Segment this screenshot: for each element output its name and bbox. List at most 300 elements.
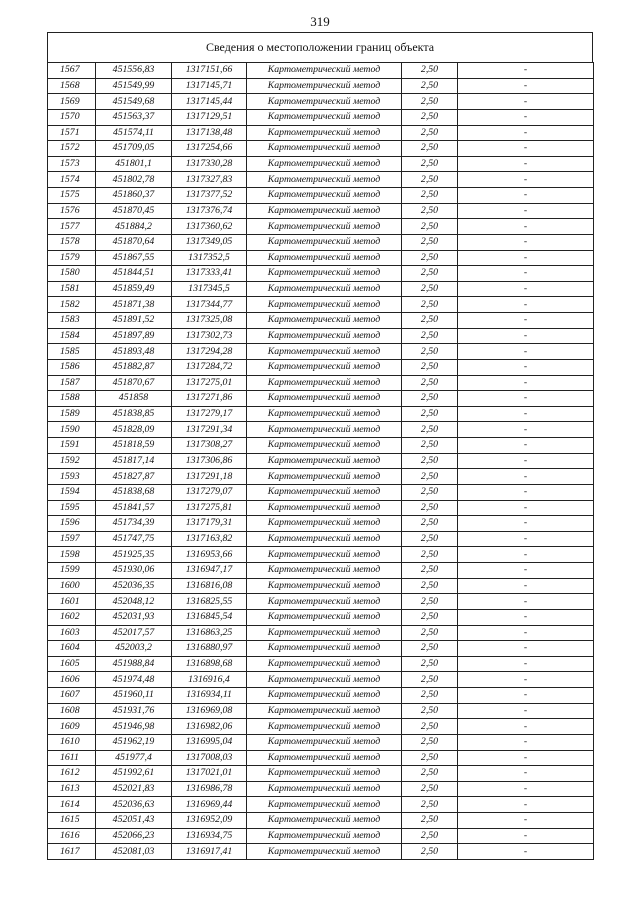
precision-cell: 2,50	[402, 609, 458, 625]
method-cell: Картометрический метод	[247, 203, 402, 219]
x-coordinate-cell: 451893,48	[96, 344, 172, 360]
description-cell: -	[458, 547, 594, 563]
method-cell: Картометрический метод	[247, 219, 402, 235]
table-row	[48, 281, 594, 297]
y-coordinate-cell: 1316995,04	[172, 734, 247, 750]
table-row	[48, 63, 594, 79]
method-cell: Картометрический метод	[247, 63, 402, 79]
precision-cell: 2,50	[402, 266, 458, 282]
point-number-cell: 1612	[48, 766, 96, 782]
x-coordinate-cell: 451992,61	[96, 766, 172, 782]
x-coordinate-cell: 452048,12	[96, 594, 172, 610]
precision-cell: 2,50	[402, 844, 458, 860]
point-number-cell: 1594	[48, 484, 96, 500]
method-cell: Картометрический метод	[247, 438, 402, 454]
method-cell: Картометрический метод	[247, 688, 402, 704]
table-row	[48, 141, 594, 157]
table-row	[48, 750, 594, 766]
precision-cell: 2,50	[402, 328, 458, 344]
method-cell: Картометрический метод	[247, 797, 402, 813]
y-coordinate-cell: 1316880,97	[172, 641, 247, 657]
description-cell: -	[458, 172, 594, 188]
y-coordinate-cell: 1317129,51	[172, 109, 247, 125]
table-row	[48, 641, 594, 657]
x-coordinate-cell: 451858	[96, 391, 172, 407]
precision-cell: 2,50	[402, 672, 458, 688]
precision-cell: 2,50	[402, 453, 458, 469]
description-cell: -	[458, 281, 594, 297]
precision-cell: 2,50	[402, 703, 458, 719]
x-coordinate-cell: 452036,63	[96, 797, 172, 813]
precision-cell: 2,50	[402, 375, 458, 391]
method-cell: Картометрический метод	[247, 391, 402, 407]
description-cell: -	[458, 484, 594, 500]
y-coordinate-cell: 1317291,34	[172, 422, 247, 438]
table-row	[48, 234, 594, 250]
table-row	[48, 156, 594, 172]
table-row	[48, 188, 594, 204]
table-row	[48, 250, 594, 266]
y-coordinate-cell: 1317330,28	[172, 156, 247, 172]
point-number-cell: 1605	[48, 656, 96, 672]
precision-cell: 2,50	[402, 578, 458, 594]
method-cell: Картометрический метод	[247, 672, 402, 688]
precision-cell: 2,50	[402, 625, 458, 641]
point-number-cell: 1607	[48, 688, 96, 704]
point-number-cell: 1569	[48, 94, 96, 110]
precision-cell: 2,50	[402, 94, 458, 110]
method-cell: Картометрический метод	[247, 250, 402, 266]
description-cell: -	[458, 500, 594, 516]
x-coordinate-cell: 451931,76	[96, 703, 172, 719]
table-row	[48, 500, 594, 516]
table-row	[48, 266, 594, 282]
description-cell: -	[458, 78, 594, 94]
table-row	[48, 844, 594, 860]
precision-cell: 2,50	[402, 172, 458, 188]
point-number-cell: 1581	[48, 281, 96, 297]
table-row	[48, 609, 594, 625]
method-cell: Картометрический метод	[247, 813, 402, 829]
x-coordinate-cell: 451838,85	[96, 406, 172, 422]
method-cell: Картометрический метод	[247, 766, 402, 782]
point-number-cell: 1584	[48, 328, 96, 344]
point-number-cell: 1582	[48, 297, 96, 313]
precision-cell: 2,50	[402, 516, 458, 532]
point-number-cell: 1604	[48, 641, 96, 657]
description-cell: -	[458, 625, 594, 641]
x-coordinate-cell: 451870,45	[96, 203, 172, 219]
y-coordinate-cell: 1317275,81	[172, 500, 247, 516]
point-number-cell: 1573	[48, 156, 96, 172]
table-row	[48, 469, 594, 485]
y-coordinate-cell: 1316934,75	[172, 828, 247, 844]
x-coordinate-cell: 451709,05	[96, 141, 172, 157]
y-coordinate-cell: 1317145,71	[172, 78, 247, 94]
y-coordinate-cell: 1316916,4	[172, 672, 247, 688]
page-number: 319	[310, 14, 330, 29]
y-coordinate-cell: 1317151,66	[172, 63, 247, 79]
description-cell: -	[458, 266, 594, 282]
point-number-cell: 1597	[48, 531, 96, 547]
point-number-cell: 1574	[48, 172, 96, 188]
method-cell: Картометрический метод	[247, 156, 402, 172]
precision-cell: 2,50	[402, 719, 458, 735]
x-coordinate-cell: 451828,09	[96, 422, 172, 438]
table-row	[48, 109, 594, 125]
y-coordinate-cell: 1317306,86	[172, 453, 247, 469]
description-cell: -	[458, 688, 594, 704]
table-row	[48, 563, 594, 579]
table-row	[48, 406, 594, 422]
table-row	[48, 94, 594, 110]
x-coordinate-cell: 451549,99	[96, 78, 172, 94]
x-coordinate-cell: 451962,19	[96, 734, 172, 750]
description-cell: -	[458, 109, 594, 125]
description-cell: -	[458, 453, 594, 469]
description-cell: -	[458, 141, 594, 157]
point-number-cell: 1606	[48, 672, 96, 688]
point-number-cell: 1595	[48, 500, 96, 516]
description-cell: -	[458, 656, 594, 672]
table-row	[48, 703, 594, 719]
x-coordinate-cell: 452017,57	[96, 625, 172, 641]
precision-cell: 2,50	[402, 109, 458, 125]
x-coordinate-cell: 451897,89	[96, 328, 172, 344]
method-cell: Картометрический метод	[247, 359, 402, 375]
point-number-cell: 1614	[48, 797, 96, 813]
method-cell: Картометрический метод	[247, 172, 402, 188]
method-cell: Картометрический метод	[247, 844, 402, 860]
x-coordinate-cell: 451734,39	[96, 516, 172, 532]
method-cell: Картометрический метод	[247, 750, 402, 766]
table-row	[48, 438, 594, 454]
point-number-cell: 1600	[48, 578, 96, 594]
x-coordinate-cell: 451946,98	[96, 719, 172, 735]
point-number-cell: 1583	[48, 313, 96, 329]
point-number-cell: 1617	[48, 844, 96, 860]
table-row	[48, 813, 594, 829]
coordinates-sheet	[47, 32, 593, 860]
x-coordinate-cell: 451802,78	[96, 172, 172, 188]
y-coordinate-cell: 1317349,05	[172, 234, 247, 250]
precision-cell: 2,50	[402, 594, 458, 610]
precision-cell: 2,50	[402, 828, 458, 844]
description-cell: -	[458, 781, 594, 797]
description-cell: -	[458, 469, 594, 485]
y-coordinate-cell: 1316986,78	[172, 781, 247, 797]
table-body	[48, 63, 594, 860]
x-coordinate-cell: 452066,23	[96, 828, 172, 844]
table-row	[48, 453, 594, 469]
y-coordinate-cell: 1317376,74	[172, 203, 247, 219]
precision-cell: 2,50	[402, 141, 458, 157]
method-cell: Картометрический метод	[247, 656, 402, 672]
description-cell: -	[458, 188, 594, 204]
method-cell: Картометрический метод	[247, 313, 402, 329]
x-coordinate-cell: 451844,51	[96, 266, 172, 282]
x-coordinate-cell: 451977,4	[96, 750, 172, 766]
precision-cell: 2,50	[402, 234, 458, 250]
x-coordinate-cell: 451988,84	[96, 656, 172, 672]
x-coordinate-cell: 452081,03	[96, 844, 172, 860]
precision-cell: 2,50	[402, 438, 458, 454]
y-coordinate-cell: 1317008,03	[172, 750, 247, 766]
table-row	[48, 391, 594, 407]
x-coordinate-cell: 451827,87	[96, 469, 172, 485]
method-cell: Картометрический метод	[247, 266, 402, 282]
method-cell: Картометрический метод	[247, 828, 402, 844]
method-cell: Картометрический метод	[247, 516, 402, 532]
x-coordinate-cell: 451859,49	[96, 281, 172, 297]
y-coordinate-cell: 1317352,5	[172, 250, 247, 266]
description-cell: -	[458, 328, 594, 344]
description-cell: -	[458, 234, 594, 250]
point-number-cell: 1577	[48, 219, 96, 235]
point-number-cell: 1611	[48, 750, 96, 766]
method-cell: Картометрический метод	[247, 406, 402, 422]
point-number-cell: 1610	[48, 734, 96, 750]
precision-cell: 2,50	[402, 766, 458, 782]
y-coordinate-cell: 1317345,5	[172, 281, 247, 297]
method-cell: Картометрический метод	[247, 469, 402, 485]
table-row	[48, 625, 594, 641]
x-coordinate-cell: 451556,83	[96, 63, 172, 79]
description-cell: -	[458, 313, 594, 329]
table-row	[48, 531, 594, 547]
precision-cell: 2,50	[402, 734, 458, 750]
y-coordinate-cell: 1317360,62	[172, 219, 247, 235]
y-coordinate-cell: 1317284,72	[172, 359, 247, 375]
description-cell: -	[458, 844, 594, 860]
precision-cell: 2,50	[402, 656, 458, 672]
table-row	[48, 172, 594, 188]
y-coordinate-cell: 1316969,44	[172, 797, 247, 813]
x-coordinate-cell: 451884,2	[96, 219, 172, 235]
x-coordinate-cell: 451867,55	[96, 250, 172, 266]
point-number-cell: 1590	[48, 422, 96, 438]
description-cell: -	[458, 750, 594, 766]
table-row	[48, 797, 594, 813]
point-number-cell: 1616	[48, 828, 96, 844]
method-cell: Картометрический метод	[247, 500, 402, 516]
description-cell: -	[458, 766, 594, 782]
point-number-cell: 1579	[48, 250, 96, 266]
precision-cell: 2,50	[402, 688, 458, 704]
description-cell: -	[458, 734, 594, 750]
x-coordinate-cell: 451817,14	[96, 453, 172, 469]
method-cell: Картометрический метод	[247, 78, 402, 94]
x-coordinate-cell: 452021,83	[96, 781, 172, 797]
description-cell: -	[458, 219, 594, 235]
precision-cell: 2,50	[402, 78, 458, 94]
description-cell: -	[458, 250, 594, 266]
precision-cell: 2,50	[402, 813, 458, 829]
point-number-cell: 1602	[48, 609, 96, 625]
method-cell: Картометрический метод	[247, 344, 402, 360]
y-coordinate-cell: 1317279,07	[172, 484, 247, 500]
y-coordinate-cell: 1317138,48	[172, 125, 247, 141]
method-cell: Картометрический метод	[247, 281, 402, 297]
description-cell: -	[458, 375, 594, 391]
point-number-cell: 1608	[48, 703, 96, 719]
precision-cell: 2,50	[402, 344, 458, 360]
x-coordinate-cell: 451549,68	[96, 94, 172, 110]
precision-cell: 2,50	[402, 531, 458, 547]
y-coordinate-cell: 1316934,11	[172, 688, 247, 704]
precision-cell: 2,50	[402, 750, 458, 766]
x-coordinate-cell: 451801,1	[96, 156, 172, 172]
description-cell: -	[458, 797, 594, 813]
point-number-cell: 1592	[48, 453, 96, 469]
precision-cell: 2,50	[402, 563, 458, 579]
point-number-cell: 1572	[48, 141, 96, 157]
y-coordinate-cell: 1317254,66	[172, 141, 247, 157]
section-title: Сведения о местоположении границ объекта	[47, 32, 593, 62]
description-cell: -	[458, 63, 594, 79]
x-coordinate-cell: 451870,64	[96, 234, 172, 250]
y-coordinate-cell: 1316825,55	[172, 594, 247, 610]
method-cell: Картометрический метод	[247, 94, 402, 110]
table-row	[48, 547, 594, 563]
x-coordinate-cell: 451563,37	[96, 109, 172, 125]
point-number-cell: 1615	[48, 813, 96, 829]
precision-cell: 2,50	[402, 406, 458, 422]
method-cell: Картометрический метод	[247, 375, 402, 391]
x-coordinate-cell: 451870,67	[96, 375, 172, 391]
table-row	[48, 734, 594, 750]
method-cell: Картометрический метод	[247, 484, 402, 500]
y-coordinate-cell: 1317377,52	[172, 188, 247, 204]
table-row	[48, 297, 594, 313]
precision-cell: 2,50	[402, 547, 458, 563]
y-coordinate-cell: 1317163,82	[172, 531, 247, 547]
precision-cell: 2,50	[402, 250, 458, 266]
y-coordinate-cell: 1317291,18	[172, 469, 247, 485]
method-cell: Картометрический метод	[247, 328, 402, 344]
table-row	[48, 594, 594, 610]
point-number-cell: 1599	[48, 563, 96, 579]
table-row	[48, 516, 594, 532]
point-number-cell: 1576	[48, 203, 96, 219]
table-row	[48, 219, 594, 235]
y-coordinate-cell: 1317021,01	[172, 766, 247, 782]
precision-cell: 2,50	[402, 219, 458, 235]
method-cell: Картометрический метод	[247, 734, 402, 750]
y-coordinate-cell: 1317179,31	[172, 516, 247, 532]
table-row	[48, 313, 594, 329]
method-cell: Картометрический метод	[247, 188, 402, 204]
x-coordinate-cell: 452031,93	[96, 609, 172, 625]
method-cell: Картометрический метод	[247, 703, 402, 719]
description-cell: -	[458, 391, 594, 407]
method-cell: Картометрический метод	[247, 641, 402, 657]
table-row	[48, 484, 594, 500]
method-cell: Картометрический метод	[247, 234, 402, 250]
description-cell: -	[458, 422, 594, 438]
precision-cell: 2,50	[402, 422, 458, 438]
y-coordinate-cell: 1317344,77	[172, 297, 247, 313]
method-cell: Картометрический метод	[247, 422, 402, 438]
point-number-cell: 1603	[48, 625, 96, 641]
description-cell: -	[458, 344, 594, 360]
x-coordinate-cell: 451574,11	[96, 125, 172, 141]
table-row	[48, 656, 594, 672]
y-coordinate-cell: 1317302,73	[172, 328, 247, 344]
point-number-cell: 1588	[48, 391, 96, 407]
y-coordinate-cell: 1317327,83	[172, 172, 247, 188]
precision-cell: 2,50	[402, 781, 458, 797]
y-coordinate-cell: 1316982,06	[172, 719, 247, 735]
y-coordinate-cell: 1317333,41	[172, 266, 247, 282]
y-coordinate-cell: 1317325,08	[172, 313, 247, 329]
description-cell: -	[458, 297, 594, 313]
table-row	[48, 375, 594, 391]
point-number-cell: 1587	[48, 375, 96, 391]
x-coordinate-cell: 452036,35	[96, 578, 172, 594]
method-cell: Картометрический метод	[247, 578, 402, 594]
point-number-cell: 1570	[48, 109, 96, 125]
precision-cell: 2,50	[402, 469, 458, 485]
table-row	[48, 125, 594, 141]
x-coordinate-cell: 451747,75	[96, 531, 172, 547]
description-cell: -	[458, 609, 594, 625]
table-row	[48, 328, 594, 344]
description-cell: -	[458, 563, 594, 579]
method-cell: Картометрический метод	[247, 141, 402, 157]
description-cell: -	[458, 125, 594, 141]
y-coordinate-cell: 1316917,41	[172, 844, 247, 860]
method-cell: Картометрический метод	[247, 563, 402, 579]
method-cell: Картометрический метод	[247, 109, 402, 125]
precision-cell: 2,50	[402, 156, 458, 172]
y-coordinate-cell: 1317294,28	[172, 344, 247, 360]
description-cell: -	[458, 719, 594, 735]
description-cell: -	[458, 94, 594, 110]
x-coordinate-cell: 451974,48	[96, 672, 172, 688]
point-number-cell: 1568	[48, 78, 96, 94]
y-coordinate-cell: 1317275,01	[172, 375, 247, 391]
point-number-cell: 1591	[48, 438, 96, 454]
table-row	[48, 828, 594, 844]
precision-cell: 2,50	[402, 63, 458, 79]
precision-cell: 2,50	[402, 641, 458, 657]
point-number-cell: 1598	[48, 547, 96, 563]
description-cell: -	[458, 203, 594, 219]
method-cell: Картометрический метод	[247, 781, 402, 797]
point-number-cell: 1578	[48, 234, 96, 250]
point-number-cell: 1585	[48, 344, 96, 360]
method-cell: Картометрический метод	[247, 609, 402, 625]
point-number-cell: 1586	[48, 359, 96, 375]
precision-cell: 2,50	[402, 281, 458, 297]
point-number-cell: 1609	[48, 719, 96, 735]
precision-cell: 2,50	[402, 484, 458, 500]
y-coordinate-cell: 1316953,66	[172, 547, 247, 563]
y-coordinate-cell: 1317279,17	[172, 406, 247, 422]
x-coordinate-cell: 451838,68	[96, 484, 172, 500]
x-coordinate-cell: 451841,57	[96, 500, 172, 516]
y-coordinate-cell: 1317271,86	[172, 391, 247, 407]
description-cell: -	[458, 406, 594, 422]
method-cell: Картометрический метод	[247, 125, 402, 141]
y-coordinate-cell: 1316969,08	[172, 703, 247, 719]
precision-cell: 2,50	[402, 125, 458, 141]
x-coordinate-cell: 451960,11	[96, 688, 172, 704]
y-coordinate-cell: 1316816,08	[172, 578, 247, 594]
table-row	[48, 359, 594, 375]
x-coordinate-cell: 452051,43	[96, 813, 172, 829]
